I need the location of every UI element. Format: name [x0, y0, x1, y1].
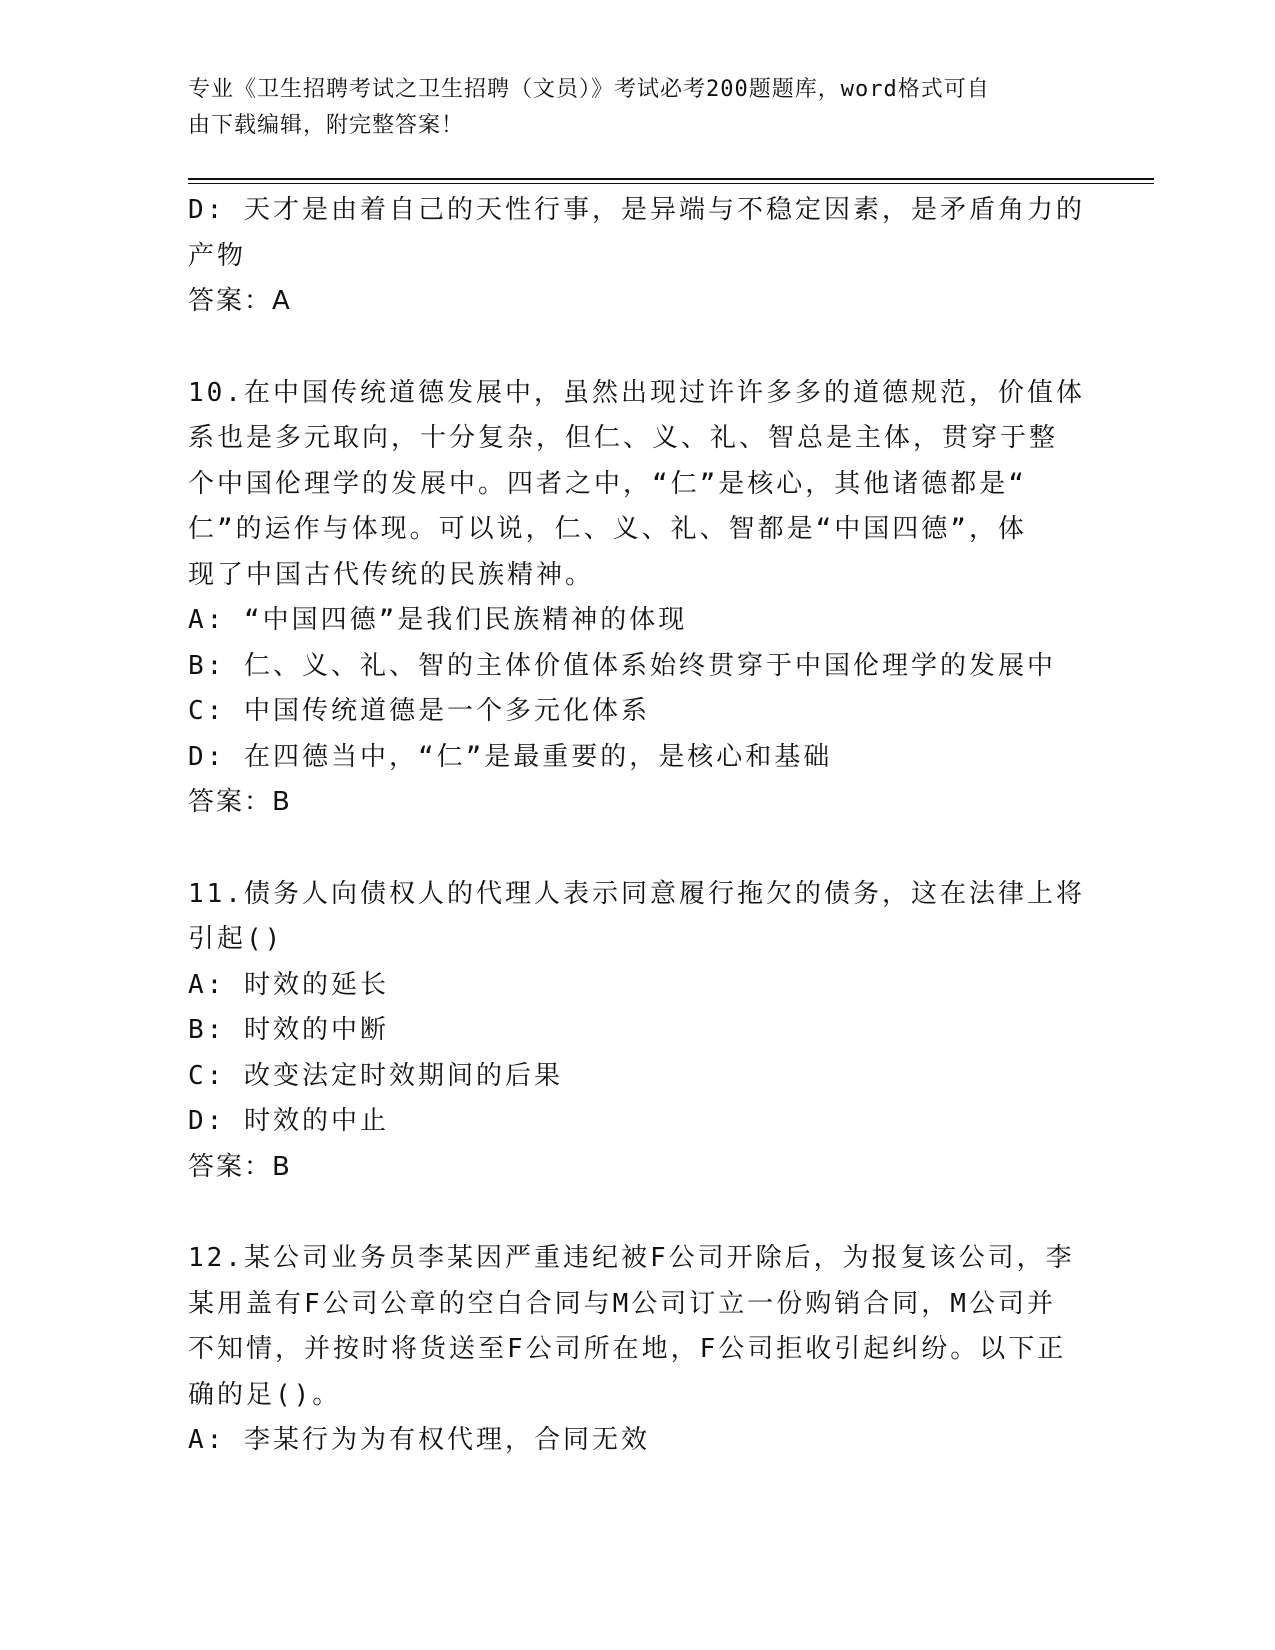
spacer — [188, 325, 1088, 371]
question-stem-line: 11.债务人向债权人的代理人表示同意履行拖欠的债务，这在法律上将 — [188, 878, 1085, 909]
option-c: C: 改变法定时效期间的后果 — [188, 1060, 563, 1091]
option-a: A: “中国四德”是我们民族精神的体现 — [188, 605, 688, 635]
question-content — [188, 188, 1088, 1464]
document-header — [188, 72, 1088, 144]
question-stem-line: 仁”的运作与体现。可以说，仁、义、礼、智都是“中国四德”，体 — [188, 514, 1027, 544]
header-title-line-2: 由下载编辑，附完整答案！ — [188, 113, 465, 138]
question-12 — [188, 1236, 1088, 1464]
question-stem-line: 不知情，并按时将货送至F公司所在地，F公司拒收引起纠纷。以下正 — [188, 1334, 1067, 1364]
question-10 — [188, 371, 1088, 826]
header-divider-thick — [188, 178, 1154, 180]
question-stem-line: 现了中国古代传统的民族精神。 — [188, 559, 595, 590]
header-divider-thin — [188, 183, 1154, 184]
question-stem-line: 某用盖有F公司公章的空白合同与M公司订立一份购销合同，M公司并 — [188, 1288, 1056, 1319]
question-stem-line: 确的足()。 — [188, 1379, 342, 1410]
option-b: B: 仁、义、礼、智的主体价值体系始终贯穿于中国伦理学的发展中 — [188, 650, 1056, 681]
option-a: A: 时效的延长 — [188, 969, 389, 1000]
answer: 答案：B — [188, 1151, 292, 1182]
option-c: C: 中国传统道德是一个多元化体系 — [188, 696, 650, 726]
question-stem-line: 系也是多元取向，十分复杂，但仁、义、礼、智总是主体，贯穿于整 — [188, 423, 1059, 453]
option-d: D: 时效的中止 — [188, 1106, 389, 1136]
spacer — [188, 1190, 1088, 1236]
question-stem-line: 个中国伦理学的发展中。四者之中，“仁”是核心，其他诸德都是“ — [188, 468, 1027, 499]
spacer — [188, 826, 1088, 872]
option-d-continued: 产物 — [188, 240, 247, 271]
question-stem-line: 10.在中国传统道德发展中，虽然出现过许许多多的道德规范，价值体 — [188, 377, 1085, 408]
option-b: B: 时效的中断 — [188, 1015, 389, 1045]
header-title-line-1: 专业《卫生招聘考试之卫生招聘（文员）》考试必考200题题库，word格式可自 — [188, 77, 990, 102]
option-a: A: 李某行为为有权代理，合同无效 — [188, 1425, 650, 1455]
question-stem-line: 引起() — [188, 924, 284, 954]
option-d: D: 在四德当中，“仁”是最重要的，是核心和基础 — [188, 741, 833, 772]
answer: 答案：A — [188, 286, 292, 316]
option-d: D: 天才是由着自己的天性行事，是异端与不稳定因素，是矛盾角力的 — [188, 195, 1085, 225]
question-9 — [188, 188, 1088, 325]
question-stem-line: 12.某公司业务员李某因严重违纪被F公司开除后，为报复该公司，李 — [188, 1243, 1075, 1273]
question-11 — [188, 872, 1088, 1191]
answer: 答案：B — [188, 787, 292, 817]
